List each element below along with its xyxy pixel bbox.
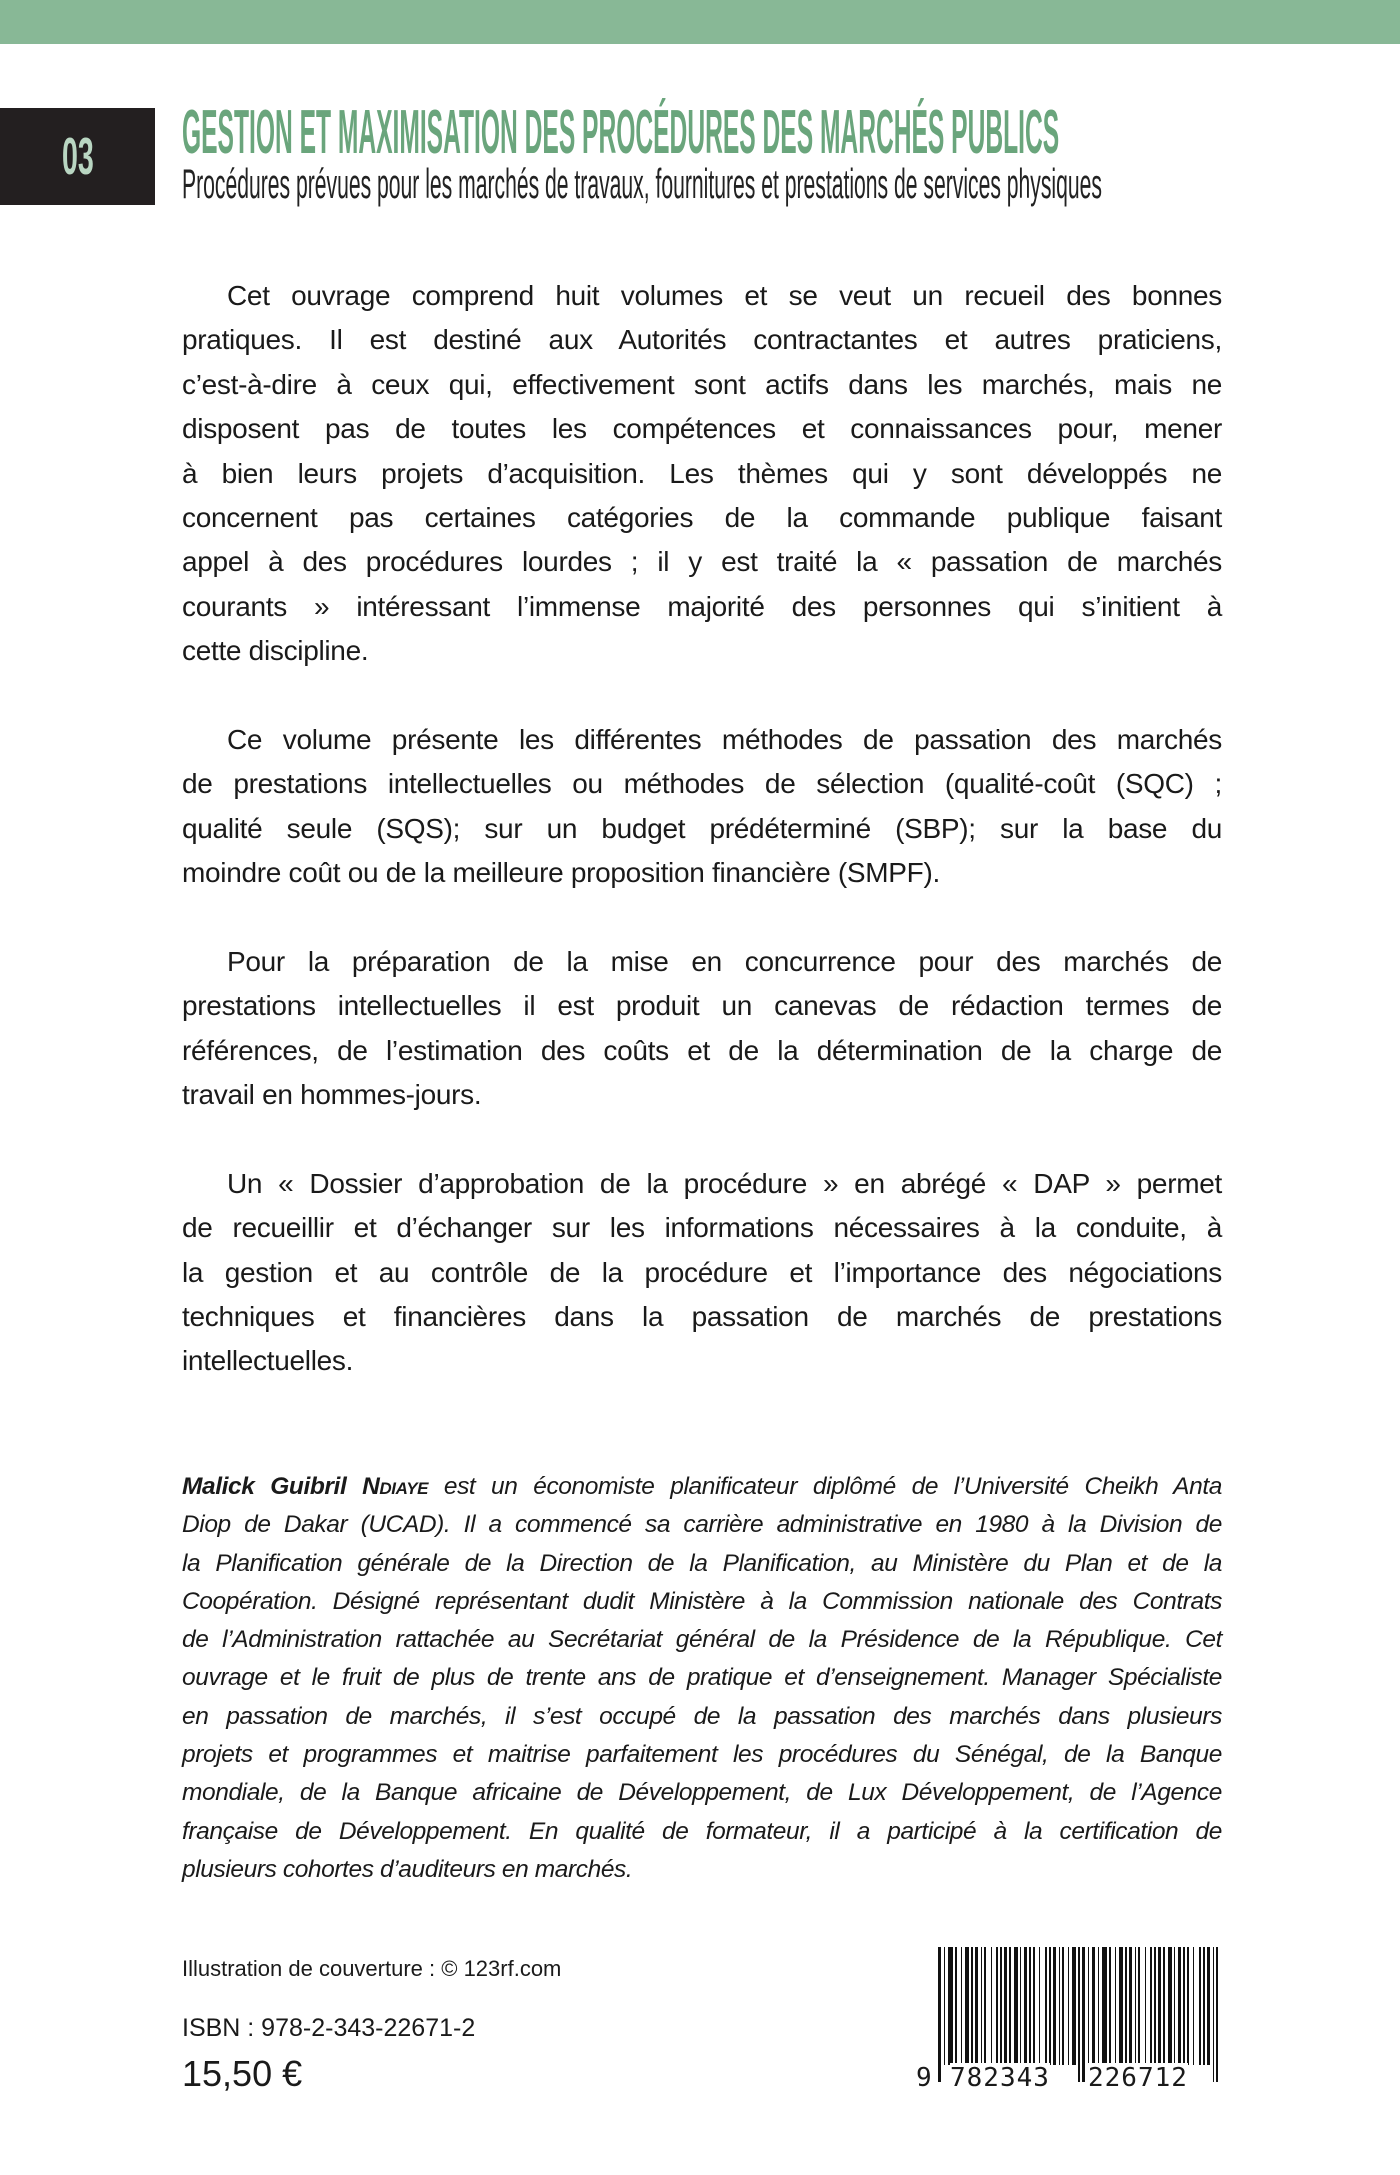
barcode-bar <box>1115 1947 1116 2065</box>
barcode-digits-right: 226712 <box>1088 2063 1188 2093</box>
author-bio-line: plusieurs cohortes d’auditeurs en marchés. <box>182 1855 633 1883</box>
barcode-bar <box>948 1947 953 2065</box>
paragraph-line: la gestion et au contrôle de la procédure et l’importance des négociations <box>182 1256 1222 1288</box>
barcode-bar <box>1078 1947 1080 2082</box>
paragraph-line: Ce volume présente les différentes méthodes de passation des marchés <box>227 723 1222 755</box>
paragraph-line: pratiques. Il est destiné aux Autorités contractantes et autres praticiens, <box>182 324 1222 356</box>
volume-number-box <box>0 108 155 205</box>
paragraph <box>182 274 1222 674</box>
paragraph <box>182 718 1222 896</box>
barcode-bar <box>1049 1947 1051 2065</box>
barcode-bar <box>1004 1947 1007 2065</box>
barcode-bar <box>1020 1947 1021 2065</box>
barcode-digit-first: 9 <box>916 2063 933 2093</box>
barcode-bar <box>1158 1947 1161 2065</box>
barcode-bar <box>1216 1947 1218 2082</box>
barcode-bar <box>1068 1947 1069 2065</box>
barcode-bar <box>1024 1947 1027 2065</box>
barcode-bar <box>1154 1947 1156 2065</box>
paragraph-line: moindre coût ou de la meilleure proposition financière (SMPF). <box>182 857 940 889</box>
barcode-bar <box>981 1947 982 2065</box>
barcode-bar <box>1000 1947 1002 2065</box>
barcode-bar <box>975 1947 978 2065</box>
description-text <box>182 274 1222 1428</box>
paragraph-line: prestations intellectuelles il est produit un canevas de rédaction termes de <box>182 990 1222 1022</box>
barcode-bar <box>961 1947 962 2065</box>
paragraph-line: disposent pas de toutes les compétences et connaissances pour, mener <box>182 413 1222 445</box>
author-bio-line: en passation de marchés, il s’est occupé de la passation des marchés dans plusieurs <box>182 1702 1222 1730</box>
paragraph-line: de prestations intellectuelles ou méthodes de sélection (qualité-coût (SQC) ; <box>182 768 1222 800</box>
barcode-bar <box>1014 1947 1018 2065</box>
paragraph-line: qualité seule (SQS); sur un budget prédéterminé (SBP); sur la base du <box>182 812 1222 844</box>
top-color-band <box>0 0 1400 44</box>
barcode-bar <box>1145 1947 1146 2065</box>
barcode-bar <box>1029 1947 1031 2065</box>
paragraph-line: intellectuelles. <box>182 1345 354 1377</box>
price: 15,50 € <box>182 2053 303 2094</box>
paragraph-line: cette discipline. <box>182 635 369 667</box>
author-name: Malick Guibril Ndiaye <box>182 1473 429 1500</box>
barcode-bar <box>1129 1947 1132 2065</box>
barcode-bar <box>1135 1947 1136 2065</box>
barcode-bar <box>955 1947 957 2065</box>
author-bio-line: la Planification générale de la Direction de la Planification, au Ministère du Plan et de la <box>182 1549 1222 1577</box>
barcode-bar <box>1163 1947 1165 2065</box>
paragraph <box>182 940 1222 1118</box>
barcode-bars <box>936 1947 1222 2077</box>
paragraph-line: Cet ouvrage comprend huit volumes et se veut un recueil des bonnes <box>227 280 1222 311</box>
barcode-bar <box>1088 1947 1089 2065</box>
barcode-bar <box>1109 1947 1111 2065</box>
barcode-bar <box>1138 1947 1140 2065</box>
paragraph-line: Pour la préparation de la mise en concurrence pour des marchés de <box>227 945 1222 977</box>
barcode-bar <box>1072 1947 1076 2065</box>
paragraph-line: travail en hommes-jours. <box>182 1079 482 1111</box>
barcode-bar <box>1098 1947 1099 2065</box>
author-bio-line: Diop de Dakar (UCAD). Il a commencé sa carrière administrative en 1980 à la Division de <box>182 1511 1222 1539</box>
cover-illustration-credit: Illustration de couverture : © 123rf.com <box>182 1956 562 1981</box>
barcode-bar <box>1174 1947 1175 2065</box>
author-bio-line: française de Développement. En qualité de formateur, il a participé à la certification de <box>182 1817 1222 1845</box>
barcode-bar <box>1119 1947 1123 2065</box>
barcode-bar <box>1207 1947 1210 2065</box>
barcode-bar <box>938 1947 941 2082</box>
paragraph-line: à bien leurs projets d’acquisition. Les thèmes qui y sont développés ne <box>182 457 1222 489</box>
paragraph-line: de recueillir et d’échanger sur les informations nécessaires à la conduite, à <box>182 1212 1222 1244</box>
barcode-bar <box>1059 1947 1060 2065</box>
barcode-bar <box>971 1947 973 2065</box>
barcode-bar <box>1062 1947 1064 2065</box>
barcode-bar <box>1168 1947 1172 2065</box>
barcode-bar <box>1039 1947 1040 2065</box>
paragraph-line: c’est-à-dire à ceux qui, effectivement sont actifs dans les marchés, mais ne <box>182 368 1222 400</box>
barcode-bar <box>1203 1947 1205 2065</box>
barcode-bar <box>1125 1947 1127 2065</box>
paragraph <box>182 1162 1222 1384</box>
author-bio-line: Malick Guibril Ndiaye est un économiste planificateur diplômé de l’Université Cheikh Anta <box>182 1473 1222 1500</box>
barcode-bar <box>1193 1947 1194 2065</box>
book-title: GESTION ET MAXIMISATION DES PROCÉDURES DES MARCHÉS PUBLICS <box>182 98 1060 167</box>
barcode-bar <box>1082 1947 1085 2082</box>
barcode-bar <box>1199 1947 1201 2065</box>
barcode-bar <box>944 1947 945 2065</box>
barcode-bar <box>991 1947 992 2065</box>
author-bio <box>182 1468 1222 1889</box>
barcode-bar <box>1053 1947 1056 2065</box>
author-bio-line: de l’Administration rattachée au Secrétariat général de la Présidence de la République. Cet <box>182 1626 1222 1654</box>
barcode-bar <box>965 1947 969 2065</box>
barcode-bar <box>996 1947 998 2065</box>
paragraph-line: concernent pas certaines catégories de la commande publique faisant <box>182 501 1222 533</box>
paragraph-line: Un « Dossier d’approbation de la procédure » en abrégé « DAP » permet <box>227 1167 1222 1199</box>
barcode-digits-left: 782343 <box>950 2063 1050 2093</box>
barcode-bar <box>984 1947 986 2065</box>
barcode-bar <box>1178 1947 1181 2065</box>
paragraph-line: références, de l’estimation des coûts et de la détermination de la charge de <box>182 1034 1222 1066</box>
volume-number: 03 <box>61 127 94 186</box>
paragraph-line: courants » intéressant l’immense majorité des personnes qui s’initient à <box>182 590 1222 622</box>
isbn: ISBN : 978-2-343-22671-2 <box>182 2014 476 2042</box>
paragraph-line: appel à des procédures lourdes ; il y est traité la « passation de marchés <box>182 546 1222 578</box>
author-bio-line: ouvrage et le fruit de plus de trente ans de pratique et d’enseignement. Manager Spécialiste <box>182 1664 1222 1692</box>
barcode-bar <box>1183 1947 1185 2065</box>
barcode-bar <box>1033 1947 1035 2065</box>
barcode-bar <box>1092 1947 1095 2065</box>
barcode-bar <box>1213 1947 1214 2082</box>
barcode-bar <box>1102 1947 1107 2065</box>
barcode-bar <box>1187 1947 1189 2065</box>
book-subtitle: Procédures prévues pour les marchés de travaux, fournitures et prestations de services physiques <box>182 160 1102 207</box>
barcode-bar <box>1150 1947 1152 2065</box>
barcode-bar <box>1009 1947 1011 2065</box>
barcode-bar <box>1045 1947 1047 2065</box>
isbn-barcode <box>916 1947 1222 2097</box>
paragraph-line: techniques et financières dans la passation de marchés de prestations <box>182 1300 1222 1332</box>
author-bio-line: projets et programmes et maitrise parfaitement les procédures du Sénégal, de la Banque <box>182 1741 1222 1769</box>
author-bio-line: Coopération. Désigné représentant dudit Ministère à la Commission nationale des Contrats <box>182 1587 1222 1615</box>
author-bio-line: mondiale, de la Banque africaine de Développement, de Lux Développement, de l’Agence <box>182 1779 1222 1807</box>
